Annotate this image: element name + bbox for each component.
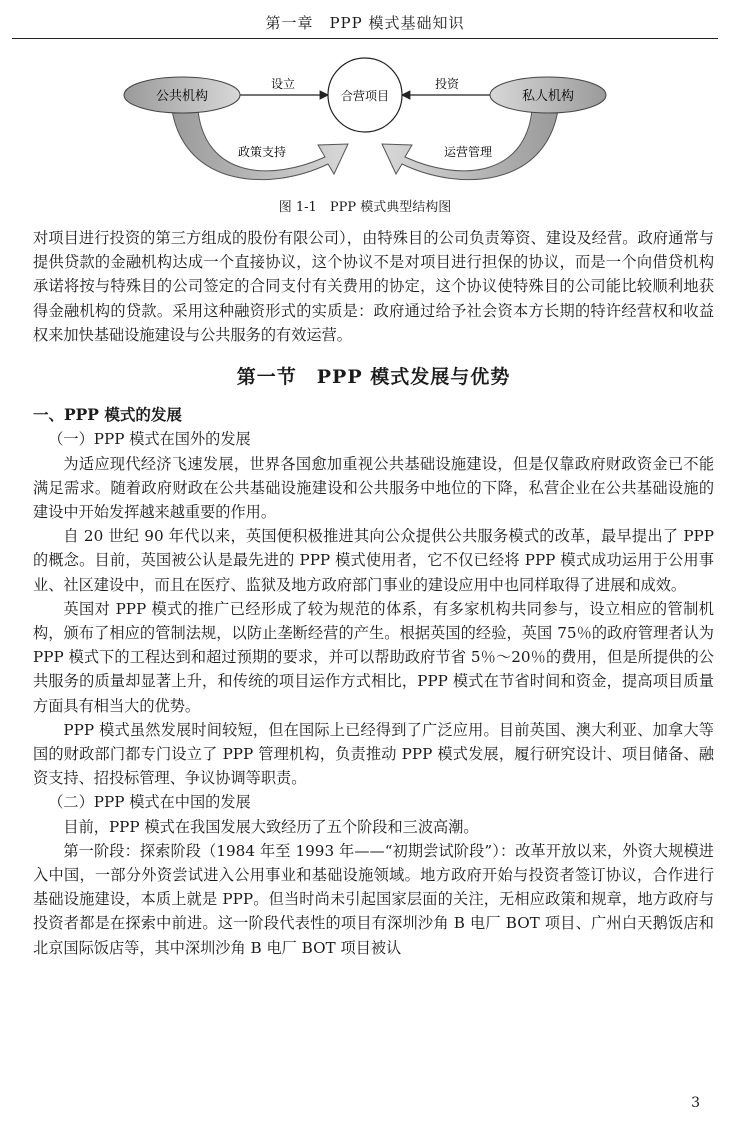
section-title: 第一节 PPP 模式发展与优势 (236, 366, 511, 389)
ppp-structure-diagram (120, 52, 610, 192)
setup-label: 设立 (270, 77, 296, 91)
heading-level-3: （二）PPP 模式在中国的发展 (48, 793, 251, 812)
paragraph: 自 20 世纪 90 年代以来，英国便积极推进其向公众提供公共服务模式的改革，最早提出了 PPP 的概念。目前，英国被公认是最先进的 PPP 模式使用者，它不仅已经将 PPP 模式成功运用于公用事业、社区建设中，而且在医疗、监狱及地方政府部门事业的建设应用中也同样取得了进展和成效。 (33, 527, 714, 594)
operation-management-label: 运营管理 (443, 145, 493, 159)
heading-level-2: 一、PPP 模式的发展 (33, 405, 182, 425)
heading-level-3: （一）PPP 模式在国外的发展 (48, 430, 251, 449)
figure-caption: 图 1-1 PPP 模式典型结构图 (278, 200, 452, 215)
page-number: 3 (691, 1095, 700, 1111)
paragraph: 第一阶段：探索阶段（1984 年至 1993 年——“初期尝试阶段”）：改革开放以来，外资大规模进入中国，一部分外资尝试进入公用事业和基础设施领域。地方政府开始与投资者签订协议，合作进行基础设施建设，本质上就是 PPP。但当时尚未引起国家层面的关注，无相应政策和规章，地方政府与投资者都是在探索中前进。这一阶段代表性的项目有深圳沙角 B 电厂 BOT 项目、广州白天鹅饭店和北京国际饭店等，其中深圳沙角 B 电厂 BOT 项目被认 (33, 841, 714, 957)
paragraph: 为适应现代经济飞速发展，世界各国愈加重视公共基础设施建设，但是仅靠政府财政资金已不能满足需求。随着政府财政在公共基础设施建设和公共服务中地位的下降，私营企业在公共基础设施的建设中开始发挥越来越重要的作用。 (33, 454, 714, 522)
paragraph: 英国对 PPP 模式的推广已经形成了较为规范的体系，有多家机构共同参与，设立相应的管制机构，颁布了相应的管制法规，以防止垄断经营的产生。根据英国的经验，英国 75％的政府管理者认为 PPP 模式下的工程达到和超过预期的要求，并可以帮助政府节省 5％～20％的费用，但是所提供的公共服务的质量却显著上升，和传统的项目运作方式相比，PPP 模式在节省时间和资金，提高项目质量方面具有相当大的优势。 (33, 599, 714, 715)
page-header (12, 8, 718, 39)
private-org-label: 私人机构 (521, 89, 575, 104)
body-text (33, 226, 714, 960)
paragraph: 目前，PPP 模式在我国发展大致经历了五个阶段和三波高潮。 (63, 817, 479, 836)
chapter-title: 第一章 PPP 模式基础知识 (265, 14, 465, 32)
public-org-label: 公共机构 (155, 89, 209, 104)
paragraph: 对项目进行投资的第三方组成的股份有限公司），由特殊目的公司负责筹资、建设及经营。政府通常与提供贷款的金融机构达成一个直接协议，这个协议不是对项目进行担保的协议，而是一个向借贷机构承诺将按与特殊目的公司签定的合同支付有关费用的协定，这个协议使特殊目的公司能比较顺利地获得金融机构的贷款。采用这种融资形式的实质是：政府通过给予社会资本方长期的特许经营权和收益权来加快基础设施建设与公共服务的有效运营。 (33, 229, 714, 344)
invest-label: 投资 (434, 77, 460, 91)
joint-project-label: 合营项目 (340, 89, 390, 103)
paragraph: PPP 模式虽然发展时间较短，但在国际上已经得到了广泛应用。目前英国、澳大利亚、加拿大等国的财政部门都专门设立了 PPP 管理机构，负责推动 PPP 模式发展，履行研究设计、项目储备、融资支持、招投标管理、争议协调等职责。 (33, 720, 714, 788)
policy-support-label: 政策支持 (237, 145, 287, 159)
